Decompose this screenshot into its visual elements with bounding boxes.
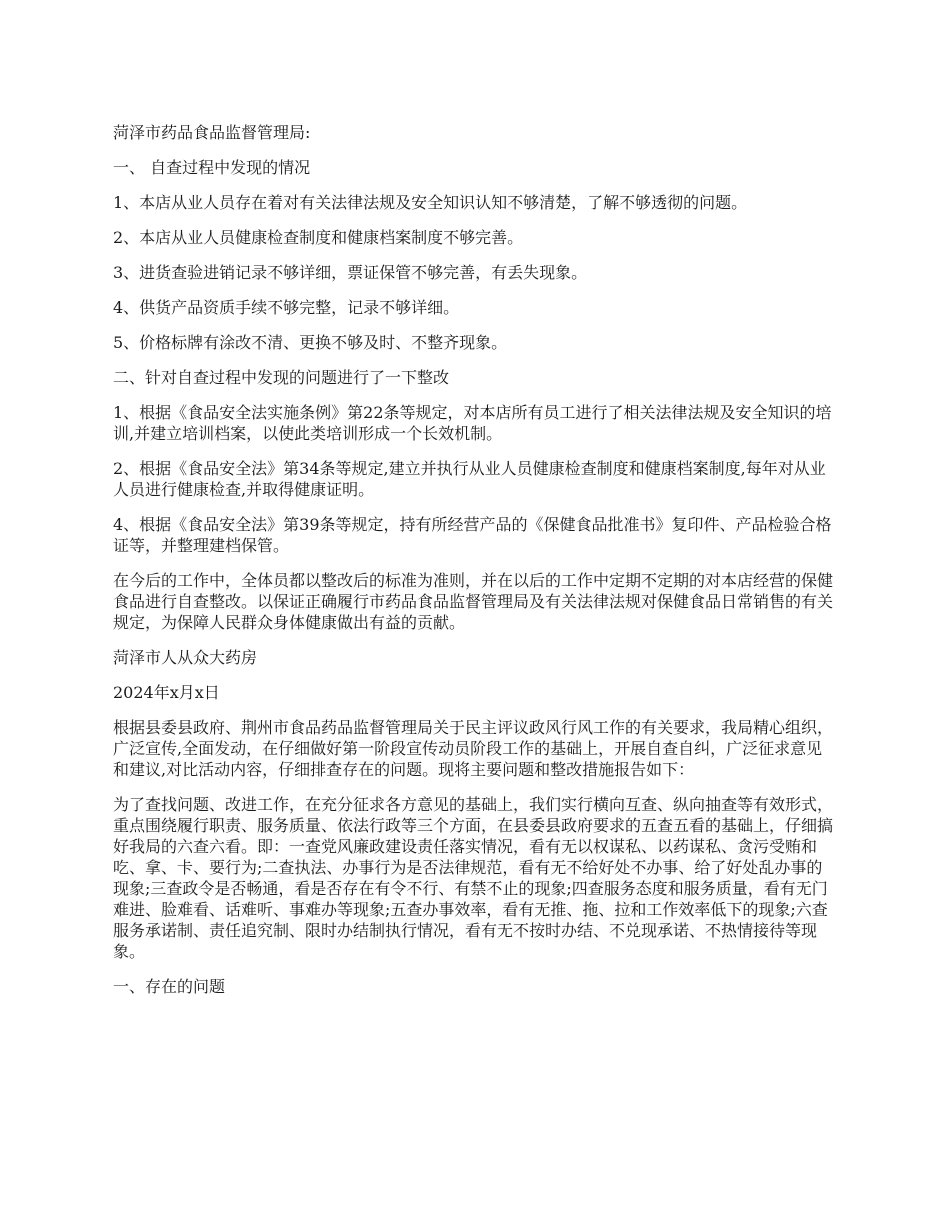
- section-heading-self-check-findings: 一、 自查过程中发现的情况: [113, 158, 311, 177]
- closing-paragraph: 在今后的工作中，全体员都以整改后的标准为准则，并在以后的工作中定期不定期的对本店经营的保健食品进行自查整改。以保证正确履行市药品食品监督管理局及有关法律法规对保健食品日常销售的有关规定，为保障人民群众身体健康做出有益的贡献。: [113, 571, 834, 632]
- finding-item-4: 4、供货产品资质手续不够完整，记录不够详细。: [113, 298, 460, 317]
- finding-item-1: 1、本店从业人员存在着对有关法律法规及安全知识认知不够清楚，了解不够透彻的问题。: [113, 193, 748, 212]
- finding-item-3: 3、进货查验进销记录不够详细，票证保管不够完善，有丢失现象。: [113, 263, 588, 282]
- signature-organization: 菏泽市人从众大药房: [113, 648, 258, 667]
- body-paragraph-intro: 根据县委县政府、荆州市食品药品监督管理局关于民主评议政风行风工作的有关要求，我局精心组织，广泛宣传,全面发动，在仔细做好第一阶段宣传动员阶段工作的基础上，开展自查自纠，广泛征求意见和建议,对比活动内容，仔细排查存在的问题。现将主要问题和整改措施报告如下：: [113, 718, 834, 779]
- rectification-item-4: 4、根据《食品安全法》第39条等规定，持有所经营产品的《保健食品批准书》复印件、产品检验合格证等，并整理建档保管。: [113, 515, 832, 555]
- salutation: 菏泽市药品食品监督管理局:: [113, 123, 311, 142]
- signature-date: 2024年x月x日: [113, 683, 220, 702]
- rectification-item-2: 2、根据《食品安全法》第34条等规定,建立并执行从业人员健康检查制度和健康档案制度,每年对从业人员进行健康检查,并取得健康证明。: [113, 459, 826, 499]
- finding-item-2: 2、本店从业人员健康检查制度和健康档案制度不够完善。: [113, 228, 524, 247]
- document-page: [113, 122, 837, 1011]
- section-heading-rectification: 二、针对自查过程中发现的问题进行了一下整改: [113, 368, 450, 387]
- body-paragraph-six-checks: 为了查找问题、改进工作，在充分征求各方意见的基础上，我们实行横向互查、纵向抽查等有效形式，重点围绕履行职责、服务质量、依法行政等三个方面，在县委县政府要求的五查五看的基础上，仔细搞好我局的六查六看。即：一查党风廉政建设责任落实情况，看有无以权谋私、以药谋私、贪污受贿和吃、拿、卡、要行为;二查执法、办事行为是否法律规范，看有无不给好处不办事、给了好处乱办事的现象;三查政令是否畅通，看是否存在有令不行、有禁不止的现象;四查服务态度和服务质量，看有无门难进、脸难看、话难听、事难办等现象;五查办事效率，看有无推、拖、拉和工作效率低下的现象;六查服务承诺制、责任追究制、限时办结制执行情况，看有无不按时办结、不兑现承诺、不热情接待等现象。: [113, 795, 834, 961]
- finding-item-5: 5、价格标牌有涂改不清、更换不够及时、不整齐现象。: [113, 333, 508, 352]
- section-heading-existing-problems: 一、存在的问题: [113, 977, 226, 996]
- rectification-item-1: 1、根据《食品安全法实施条例》第22条等规定，对本店所有员工进行了相关法律法规及安全知识的培训,并建立培训档案，以使此类培训形成一个长效机制。: [113, 403, 832, 443]
